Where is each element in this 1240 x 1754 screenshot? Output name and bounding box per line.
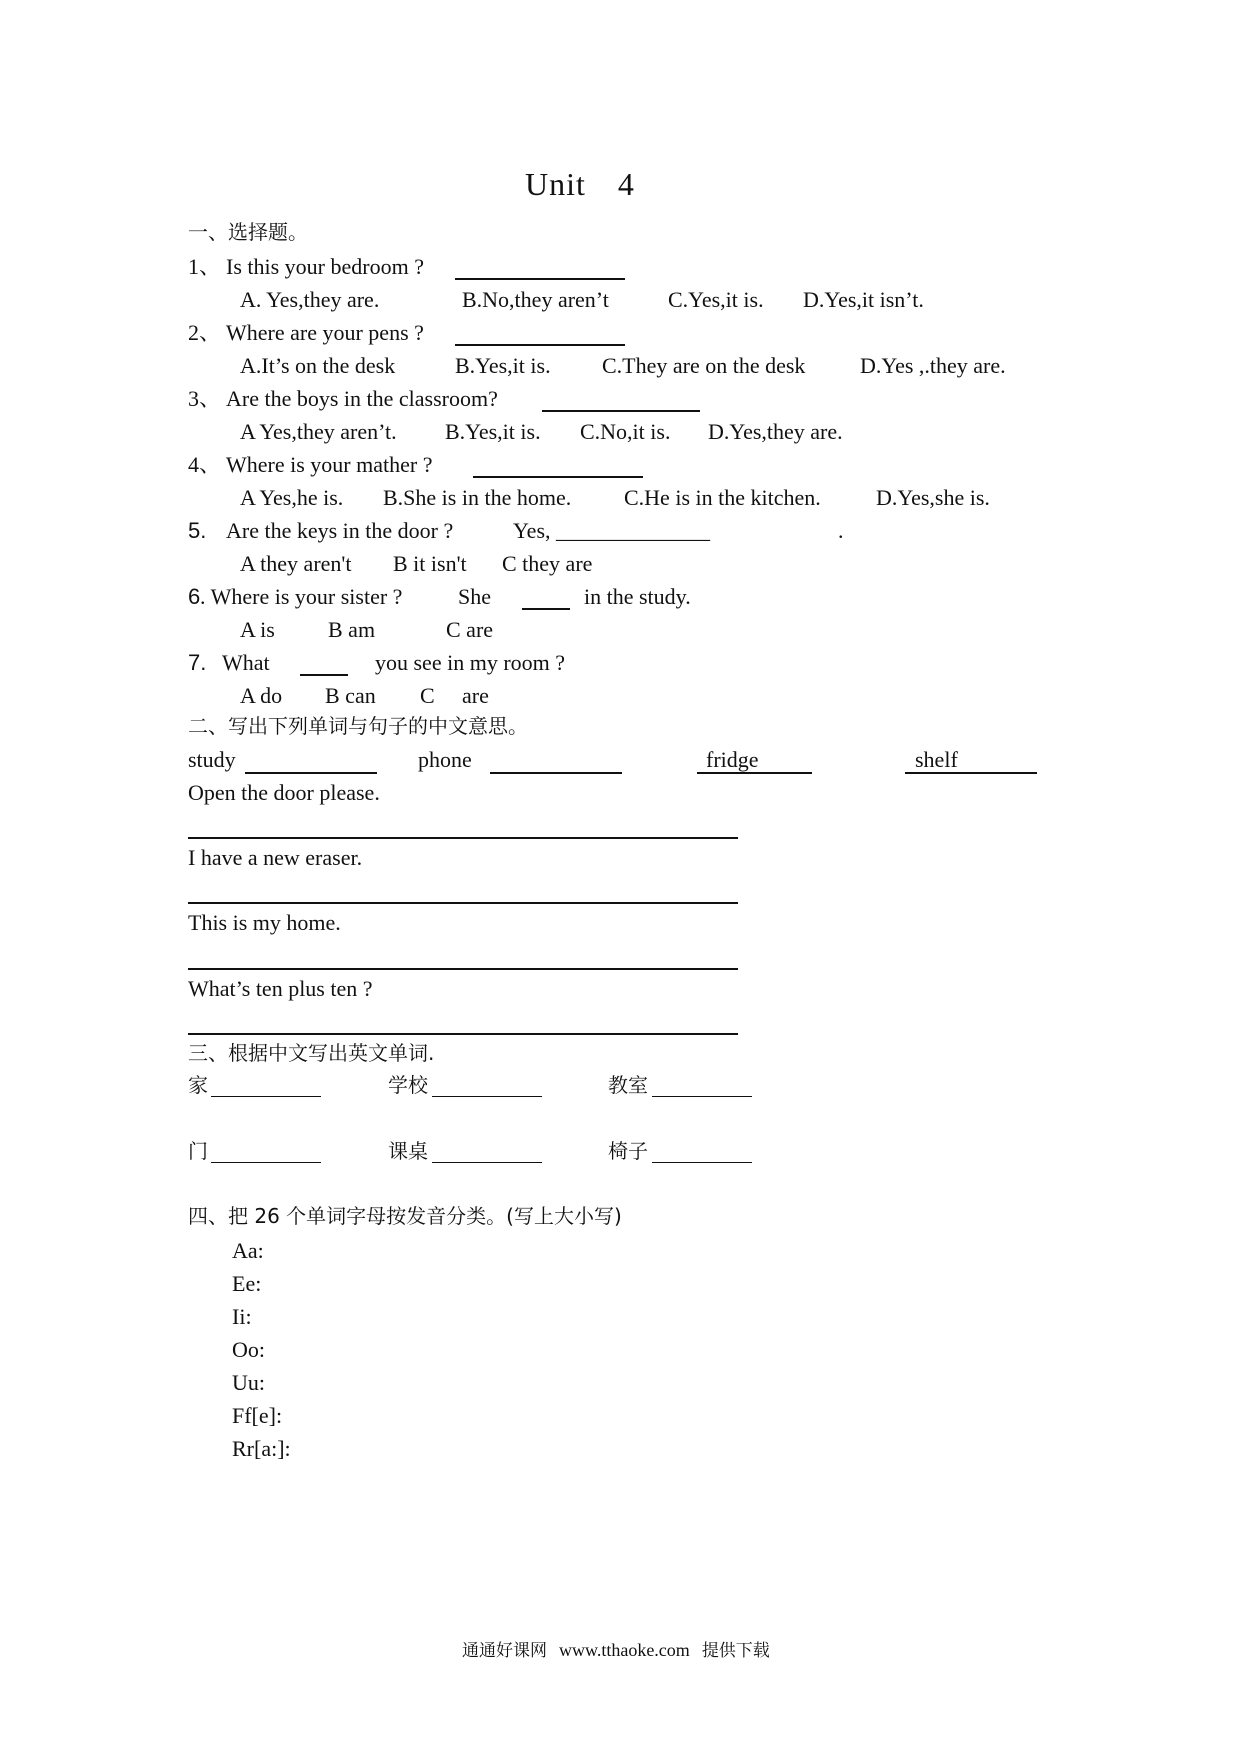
letter-group-aa: Aa: <box>232 1238 264 1263</box>
q2-option-c: C.They are on the desk <box>602 353 806 378</box>
page-title <box>525 168 635 200</box>
cn-word-classroom: 教室 <box>608 1073 648 1097</box>
sentence-2-blank[interactable] <box>188 902 738 904</box>
q1-text: Is this your bedroom ? <box>226 254 424 279</box>
sentence-1-blank[interactable] <box>188 837 738 839</box>
sentence-3: This is my home. <box>188 910 341 935</box>
q1-option-b: B.No,they aren’t <box>462 287 609 312</box>
q5-text: Are the keys in the door ? <box>226 518 454 543</box>
q6-text: . Where is your sister ? <box>200 584 403 609</box>
q3-answer-blank[interactable] <box>542 410 700 412</box>
q2-number: 2、 <box>188 320 222 345</box>
letter-group-ee: Ee: <box>232 1271 262 1296</box>
footer-suffix: 提供下载 <box>701 1641 770 1661</box>
sentence-1: Open the door please. <box>188 780 380 805</box>
q7-option-a: A do <box>240 683 283 708</box>
q4-option-a: A Yes,he is. <box>240 485 344 510</box>
word-shelf: shelf <box>915 747 958 772</box>
q1-option-a: A. Yes,they are. <box>240 287 380 312</box>
section2-heading: 二、写出下列单词与句子的中文意思。 <box>188 714 528 738</box>
footer-site-name: 通通好课网 <box>462 1641 547 1661</box>
title-number: 4 <box>617 166 635 202</box>
q2-option-a: A.It’s on the desk <box>240 353 396 378</box>
section1-heading: 一、选择题。 <box>188 220 308 244</box>
q1-option-c: C.Yes,it is. <box>668 287 764 312</box>
cn-word-door-blank[interactable] <box>211 1162 321 1163</box>
word-fridge: fridge <box>706 747 759 772</box>
sentence-3-blank[interactable] <box>188 968 738 970</box>
q7-rest: you see in my room ? <box>375 650 566 675</box>
q3-option-c: C.No,it is. <box>580 419 671 444</box>
q3-option-a: A Yes,they aren’t. <box>240 419 397 444</box>
section4-heading: 四、把 26 个单词字母按发音分类。(写上大小写) <box>188 1204 622 1228</box>
q1-number: 1、 <box>188 254 222 279</box>
q2-text: Where are your pens ? <box>226 320 424 345</box>
letter-group-ff: Ff[e]: <box>232 1403 283 1428</box>
cn-word-classroom-blank[interactable] <box>652 1096 752 1097</box>
letter-group-ii: Ii: <box>232 1304 252 1329</box>
q1-option-d: D.Yes,it isn’t. <box>803 287 924 312</box>
letter-group-rr: Rr[a:]: <box>232 1436 291 1461</box>
word-phone: phone <box>418 747 472 772</box>
sentence-2: I have a new eraser. <box>188 845 363 870</box>
section3-heading: 三、根据中文写出英文单词. <box>188 1041 435 1065</box>
q5-option-c: C they are <box>502 551 593 576</box>
page-footer <box>462 1641 782 1660</box>
q2-option-b: B.Yes,it is. <box>455 353 551 378</box>
letter-group-uu: Uu: <box>232 1370 265 1395</box>
q6-option-b: B am <box>328 617 376 642</box>
letter-group-oo: Oo: <box>232 1337 265 1362</box>
q5-option-b: B it isn't <box>393 551 467 576</box>
cn-word-desk: 课桌 <box>388 1139 428 1163</box>
word-study-blank[interactable] <box>245 772 377 774</box>
q4-option-d: D.Yes,she is. <box>876 485 990 510</box>
cn-word-school: 学校 <box>388 1073 428 1097</box>
q4-option-b: B.She is in the home. <box>383 485 572 510</box>
q5-option-a: A they aren't <box>240 551 352 576</box>
q4-answer-blank[interactable] <box>473 476 643 478</box>
q4-number: 4、 <box>188 452 222 477</box>
q7-option-c-text: are <box>462 683 489 708</box>
word-phone-blank[interactable] <box>490 772 622 774</box>
q6-option-c: C are <box>446 617 494 642</box>
q2-answer-blank[interactable] <box>455 344 625 346</box>
cn-word-door: 门 <box>188 1139 208 1163</box>
word-shelf-blank[interactable] <box>905 772 1037 774</box>
cn-word-home-blank[interactable] <box>211 1096 321 1097</box>
word-study: study <box>188 747 236 772</box>
q1-answer-blank[interactable] <box>455 278 625 280</box>
cn-word-chair: 椅子 <box>608 1139 648 1163</box>
q5-answer-blank[interactable]: Yes, ______________ <box>513 518 711 543</box>
sentence-4: What’s ten plus ten ? <box>188 976 373 1001</box>
q3-option-d: D.Yes,they are. <box>708 419 843 444</box>
q4-text: Where is your mather ? <box>226 452 433 477</box>
q7-text: What <box>222 650 270 675</box>
q7-option-b: B can <box>325 683 376 708</box>
sentence-4-blank[interactable] <box>188 1033 738 1035</box>
q6-rest: in the study. <box>584 584 691 609</box>
q4-option-c: C.He is in the kitchen. <box>624 485 821 510</box>
word-fridge-blank[interactable] <box>697 772 812 774</box>
q6-number: 6 <box>188 584 201 609</box>
q5-number: 5. <box>188 518 207 543</box>
cn-word-chair-blank[interactable] <box>652 1162 752 1163</box>
q3-number: 3、 <box>188 386 222 411</box>
title-word: Unit <box>525 166 586 202</box>
q6-answer-blank[interactable] <box>522 608 570 610</box>
q3-text: Are the boys in the classroom? <box>226 386 498 411</box>
cn-word-home: 家 <box>188 1073 208 1097</box>
cn-word-school-blank[interactable] <box>432 1096 542 1097</box>
q6-she: She <box>458 584 491 609</box>
q3-option-b: B.Yes,it is. <box>445 419 541 444</box>
q7-answer-blank[interactable] <box>300 674 348 676</box>
q2-option-d: D.Yes ,.they are. <box>860 353 1006 378</box>
cn-word-desk-blank[interactable] <box>432 1162 542 1163</box>
q6-option-a: A is <box>240 617 275 642</box>
q5-period: . <box>838 518 844 543</box>
footer-url[interactable]: www.tthaoke.com <box>559 1640 690 1660</box>
q7-option-c: C <box>420 683 435 708</box>
q7-number: 7. <box>188 650 207 675</box>
